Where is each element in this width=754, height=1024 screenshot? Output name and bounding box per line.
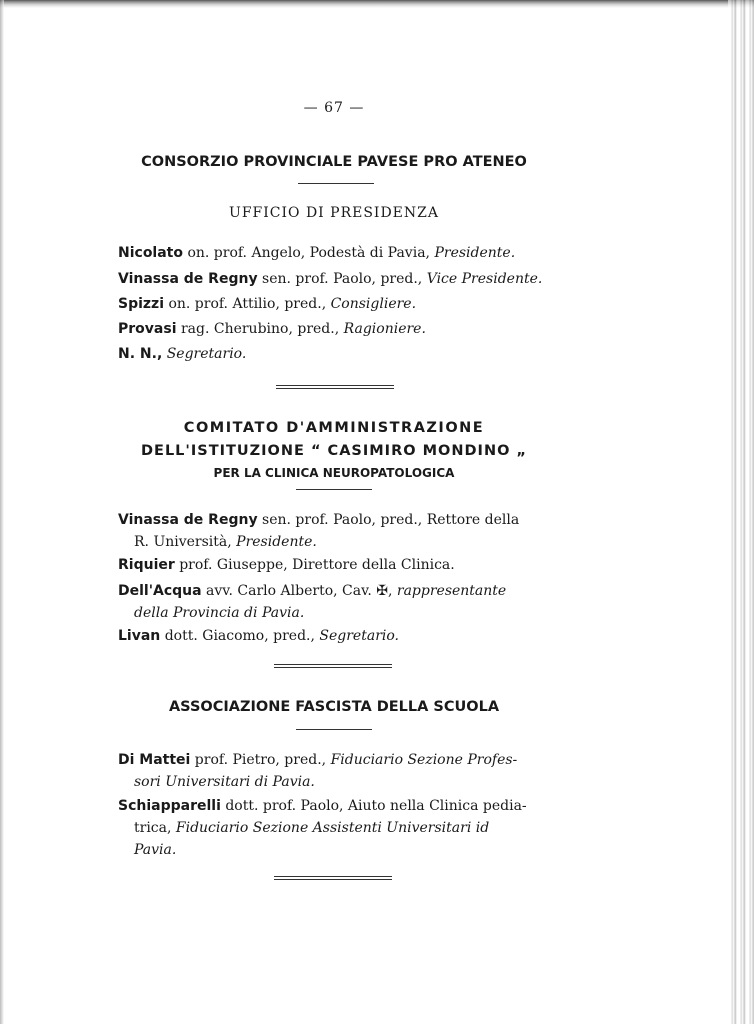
entry-continuation bbox=[118, 531, 550, 553]
page-top-edge bbox=[0, 0, 754, 8]
section-divider bbox=[276, 385, 394, 389]
entry-role: Vice Presidente. bbox=[426, 271, 543, 287]
entry-details: R. Università, bbox=[134, 534, 237, 550]
entry-details: dott. prof. Paolo, Aiuto nella Clinica pedia- bbox=[220, 798, 527, 814]
entry-continuation: sori Universitari di Pavia. bbox=[134, 774, 315, 790]
entry-details: sen. prof. Paolo, pred., Rettore della bbox=[257, 512, 520, 528]
entry-name: Di Mattei bbox=[118, 752, 191, 768]
entry-name: Livan bbox=[118, 628, 161, 644]
section2-rule bbox=[296, 489, 372, 490]
page-left-edge bbox=[0, 0, 4, 1024]
entry-role: Consigliere. bbox=[330, 296, 417, 312]
entry-details: trica, bbox=[134, 820, 176, 836]
section3-entry-1 bbox=[118, 749, 550, 793]
section1-entry-5 bbox=[118, 343, 550, 365]
page-right-edge bbox=[728, 0, 754, 1024]
section-divider bbox=[274, 876, 392, 880]
entry-details: dott. Giacomo, pred., bbox=[160, 628, 320, 644]
entry-role: Presidente. bbox=[236, 534, 317, 550]
entry-role: rappresentante bbox=[396, 583, 507, 599]
entry-name: Schiapparelli bbox=[118, 798, 221, 814]
section2-entry-3 bbox=[118, 580, 550, 624]
section3-title: ASSOCIAZIONE FASCISTA DELLA SCUOLA bbox=[168, 699, 500, 715]
section3-entry-2 bbox=[118, 795, 550, 861]
entry-name: Dell'Acqua bbox=[118, 583, 202, 599]
section1-subtitle: UFFICIO DI PRESIDENZA bbox=[229, 205, 439, 221]
section2-title-line3: PER LA CLINICA NEUROPATOLOGICA bbox=[213, 466, 455, 480]
entry-name: Vinassa de Regny bbox=[118, 271, 258, 287]
section1-entry-1 bbox=[118, 242, 550, 264]
entry-name: N. N., bbox=[118, 346, 163, 362]
section2-entry-2 bbox=[118, 554, 550, 576]
section2-title-line2: DELL'ISTITUZIONE “ CASIMIRO MONDINO „ bbox=[141, 443, 527, 459]
entry-role: Fiduciario Sezione Profes- bbox=[330, 752, 518, 768]
section3-rule bbox=[296, 729, 372, 730]
entry-continuation bbox=[118, 817, 550, 839]
section2-entry-4 bbox=[118, 625, 550, 647]
entry-details: on. prof. Attilio, pred., bbox=[164, 296, 331, 312]
entry-name: Vinassa de Regny bbox=[118, 512, 258, 528]
entry-continuation: Pavia. bbox=[134, 842, 177, 858]
entry-details: sen. prof. Paolo, pred., bbox=[257, 271, 427, 287]
entry-details: rag. Cherubino, pred., bbox=[176, 321, 344, 337]
section1-rule bbox=[298, 183, 374, 184]
section-divider bbox=[274, 664, 392, 668]
entry-continuation: della Provincia di Pavia. bbox=[134, 605, 305, 621]
section2-entry-1 bbox=[118, 509, 550, 553]
entry-role: Ragioniere. bbox=[343, 321, 426, 337]
entry-role: Segretario. bbox=[166, 346, 247, 362]
section1-entry-3 bbox=[118, 293, 550, 315]
section2-title-line1: COMITATO D'AMMINISTRAZIONE bbox=[183, 420, 485, 436]
entry-details: prof. Giuseppe, Direttore della Clinica. bbox=[174, 557, 455, 573]
section1-entry-4 bbox=[118, 318, 550, 340]
section1-entry-2 bbox=[118, 268, 550, 290]
entry-role: Presidente. bbox=[434, 245, 516, 261]
entry-role: Segretario. bbox=[319, 628, 399, 644]
page-number: — 67 — bbox=[303, 100, 365, 116]
entry-name: Nicolato bbox=[118, 245, 183, 261]
entry-role: Fiduciario Sezione Assistenti Universitari id bbox=[175, 820, 490, 836]
entry-name: Riquier bbox=[118, 557, 175, 573]
entry-details: prof. Pietro, pred., bbox=[190, 752, 331, 768]
entry-name: Provasi bbox=[118, 321, 177, 337]
section1-title: CONSORZIO PROVINCIALE PAVESE PRO ATENEO bbox=[141, 154, 527, 170]
entry-details: avv. Carlo Alberto, Cav. ✠, bbox=[201, 583, 397, 599]
entry-name: Spizzi bbox=[118, 296, 164, 312]
entry-details: on. prof. Angelo, Podestà di Pavia, bbox=[183, 245, 435, 261]
